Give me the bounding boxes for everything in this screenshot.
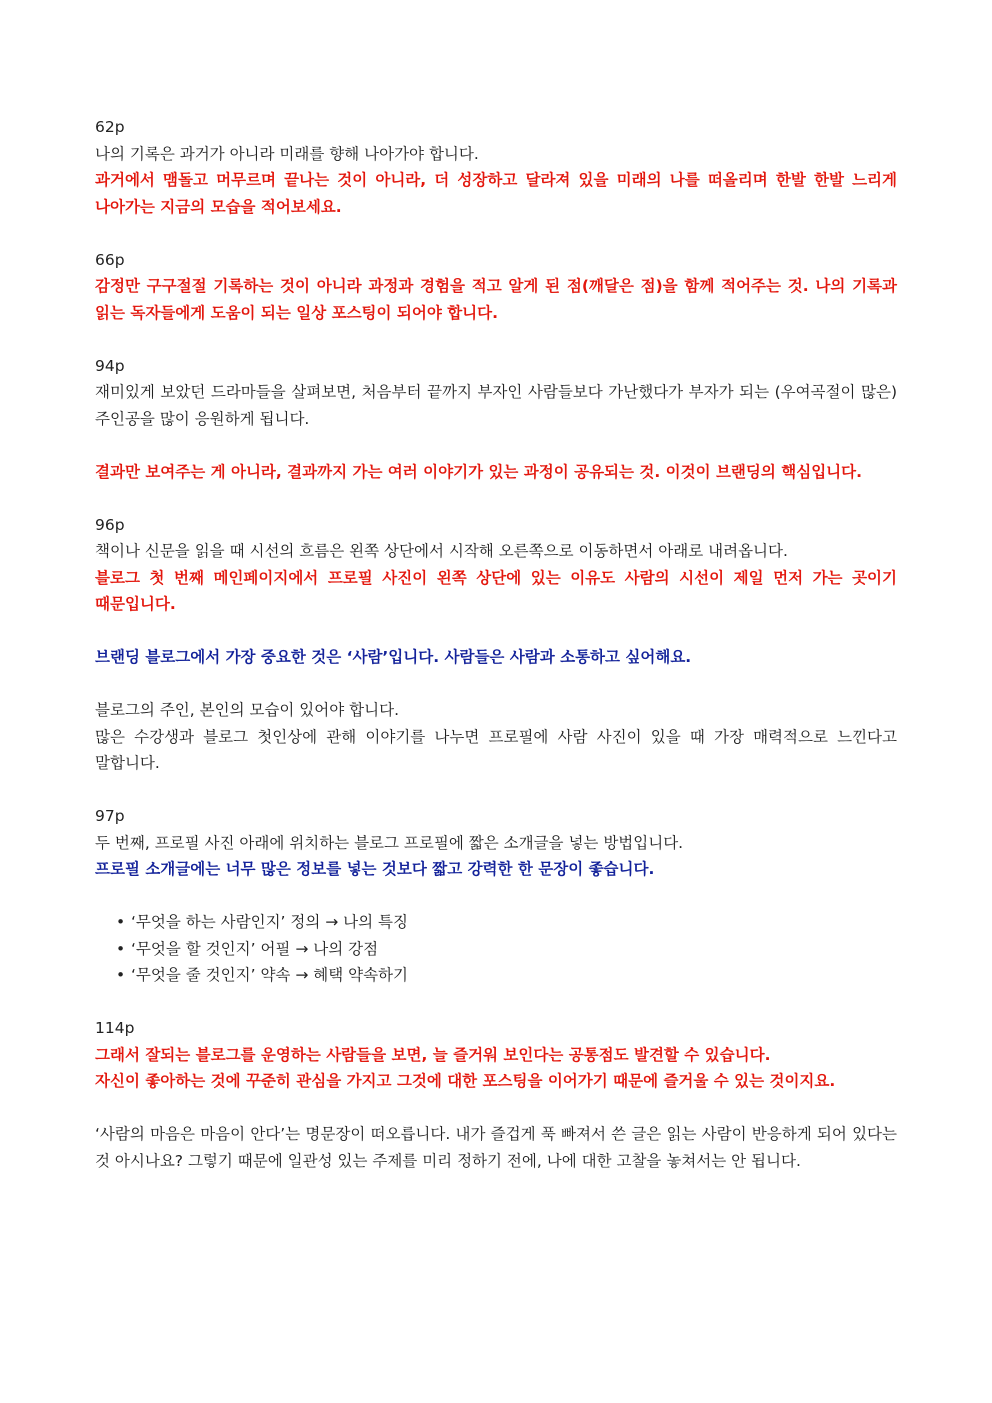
list-item [116, 909, 897, 936]
page-number: 66p [95, 250, 125, 269]
list-item [116, 936, 897, 963]
spacer [95, 883, 897, 910]
spacer [95, 618, 897, 645]
list-item-text: ‘무엇을 줄 것인지’ 약속 → 혜택 약속하기 [131, 966, 408, 984]
highlight-blue-text: 브랜딩 블로그에서 가장 중요한 것은 ‘사람’입니다. 사람들은 사람과 소통하고 싶어해요. [95, 648, 692, 666]
highlight-red-text: 감정만 구구절절 기록하는 것이 아니라 과정과 경험을 적고 알게 된 점(깨달은 점)을 함께 적어주는 것. 나의 기록과 읽는 독자들에게 도움이 되는 일상 포스팅이 되어야 합니다. [95, 277, 897, 322]
spacer [95, 485, 897, 512]
highlight-blue-text: 프로필 소개글에는 너무 많은 정보를 넣는 것보다 짧고 강력한 한 문장이 좋습니다. [95, 860, 655, 878]
spacer [95, 777, 897, 804]
body-text: 두 번째, 프로필 사진 아래에 위치하는 블로그 프로필에 짧은 소개글을 넣는 방법입니다. [95, 833, 684, 852]
bullet-icon: • [116, 913, 126, 931]
list-item [116, 962, 897, 989]
page-number: 97p [95, 807, 125, 825]
spacer [95, 671, 897, 698]
body-text: 많은 수강생과 블로그 첫인상에 관해 이야기를 나누면 프로필에 사람 사진이 있을 때 가장 매력적으로 느낀다고 말합니다. [95, 727, 897, 772]
bullet-icon: • [116, 966, 126, 984]
page-number: 94p [95, 356, 125, 375]
spacer [95, 1095, 897, 1122]
body-text: 책이나 신문을 읽을 때 시선의 흐름은 왼쪽 상단에서 시작해 오른쪽으로 이동하면서 아래로 내려옵니다. [95, 542, 788, 560]
spacer [95, 989, 897, 1016]
highlight-red-text: 그래서 잘되는 블로그를 운영하는 사람들을 보면, 늘 즐거워 보인다는 공통점도 발견할 수 있습니다. [95, 1045, 771, 1064]
bullet-icon: • [116, 939, 126, 958]
bullet-list [95, 909, 897, 989]
highlight-red-text: 결과만 보여주는 게 아니라, 결과까지 가는 여러 이야기가 있는 과정이 공유되는 것. 이것이 브랜딩의 핵심입니다. [95, 462, 862, 481]
document-page [95, 114, 897, 1174]
body-text: 나의 기록은 과거가 아니라 미래를 향해 나아가야 합니다. [95, 144, 479, 163]
page-number: 114p [95, 1019, 135, 1037]
highlight-red-text: 과거에서 맴돌고 머무르며 끝나는 것이 아니라, 더 성장하고 달라져 있을 미래의 나를 떠올리며 한발 한발 느리게 나아가는 지금의 모습을 적어보세요. [95, 171, 897, 216]
page-number: 96p [95, 515, 125, 534]
spacer [95, 220, 897, 247]
body-text: 재미있게 보았던 드라마들을 살펴보면, 처음부터 끝까지 부자인 사람들보다 가난했다가 부자가 되는 (우여곡절이 많은) 주인공을 많이 응원하게 됩니다. [95, 383, 897, 428]
list-item-text: ‘무엇을 할 것인지’ 어필 → 나의 강점 [131, 939, 379, 958]
list-item-text: ‘무엇을 하는 사람인지’ 정의 → 나의 특징 [131, 913, 408, 931]
spacer [95, 326, 897, 353]
page-number: 62p [95, 118, 125, 136]
highlight-red-text: 블로그 첫 번째 메인페이지에서 프로필 사진이 왼쪽 상단에 있는 이유도 사람의 시선이 제일 먼저 가는 곳이기 때문입니다. [95, 568, 897, 613]
body-text: ‘사람의 마음은 마음이 안다’는 명문장이 떠오릅니다. 내가 즐겁게 푹 빠져서 쓴 글은 읽는 사람이 반응하게 되어 있다는 것 아시나요? 그렇기 때문에 일관성 있는 주제를 미리 정하기 전에, 나에 대한 고찰을 놓쳐서는 안 됩니다. [95, 1125, 897, 1170]
body-text: 블로그의 주인, 본인의 모습이 있어야 합니다. [95, 701, 400, 719]
highlight-red-text: 자신이 좋아하는 것에 꾸준히 관심을 가지고 그것에 대한 포스팅을 이어가기 때문에 즐거울 수 있는 것이지요. [95, 1072, 836, 1090]
spacer [95, 432, 897, 459]
